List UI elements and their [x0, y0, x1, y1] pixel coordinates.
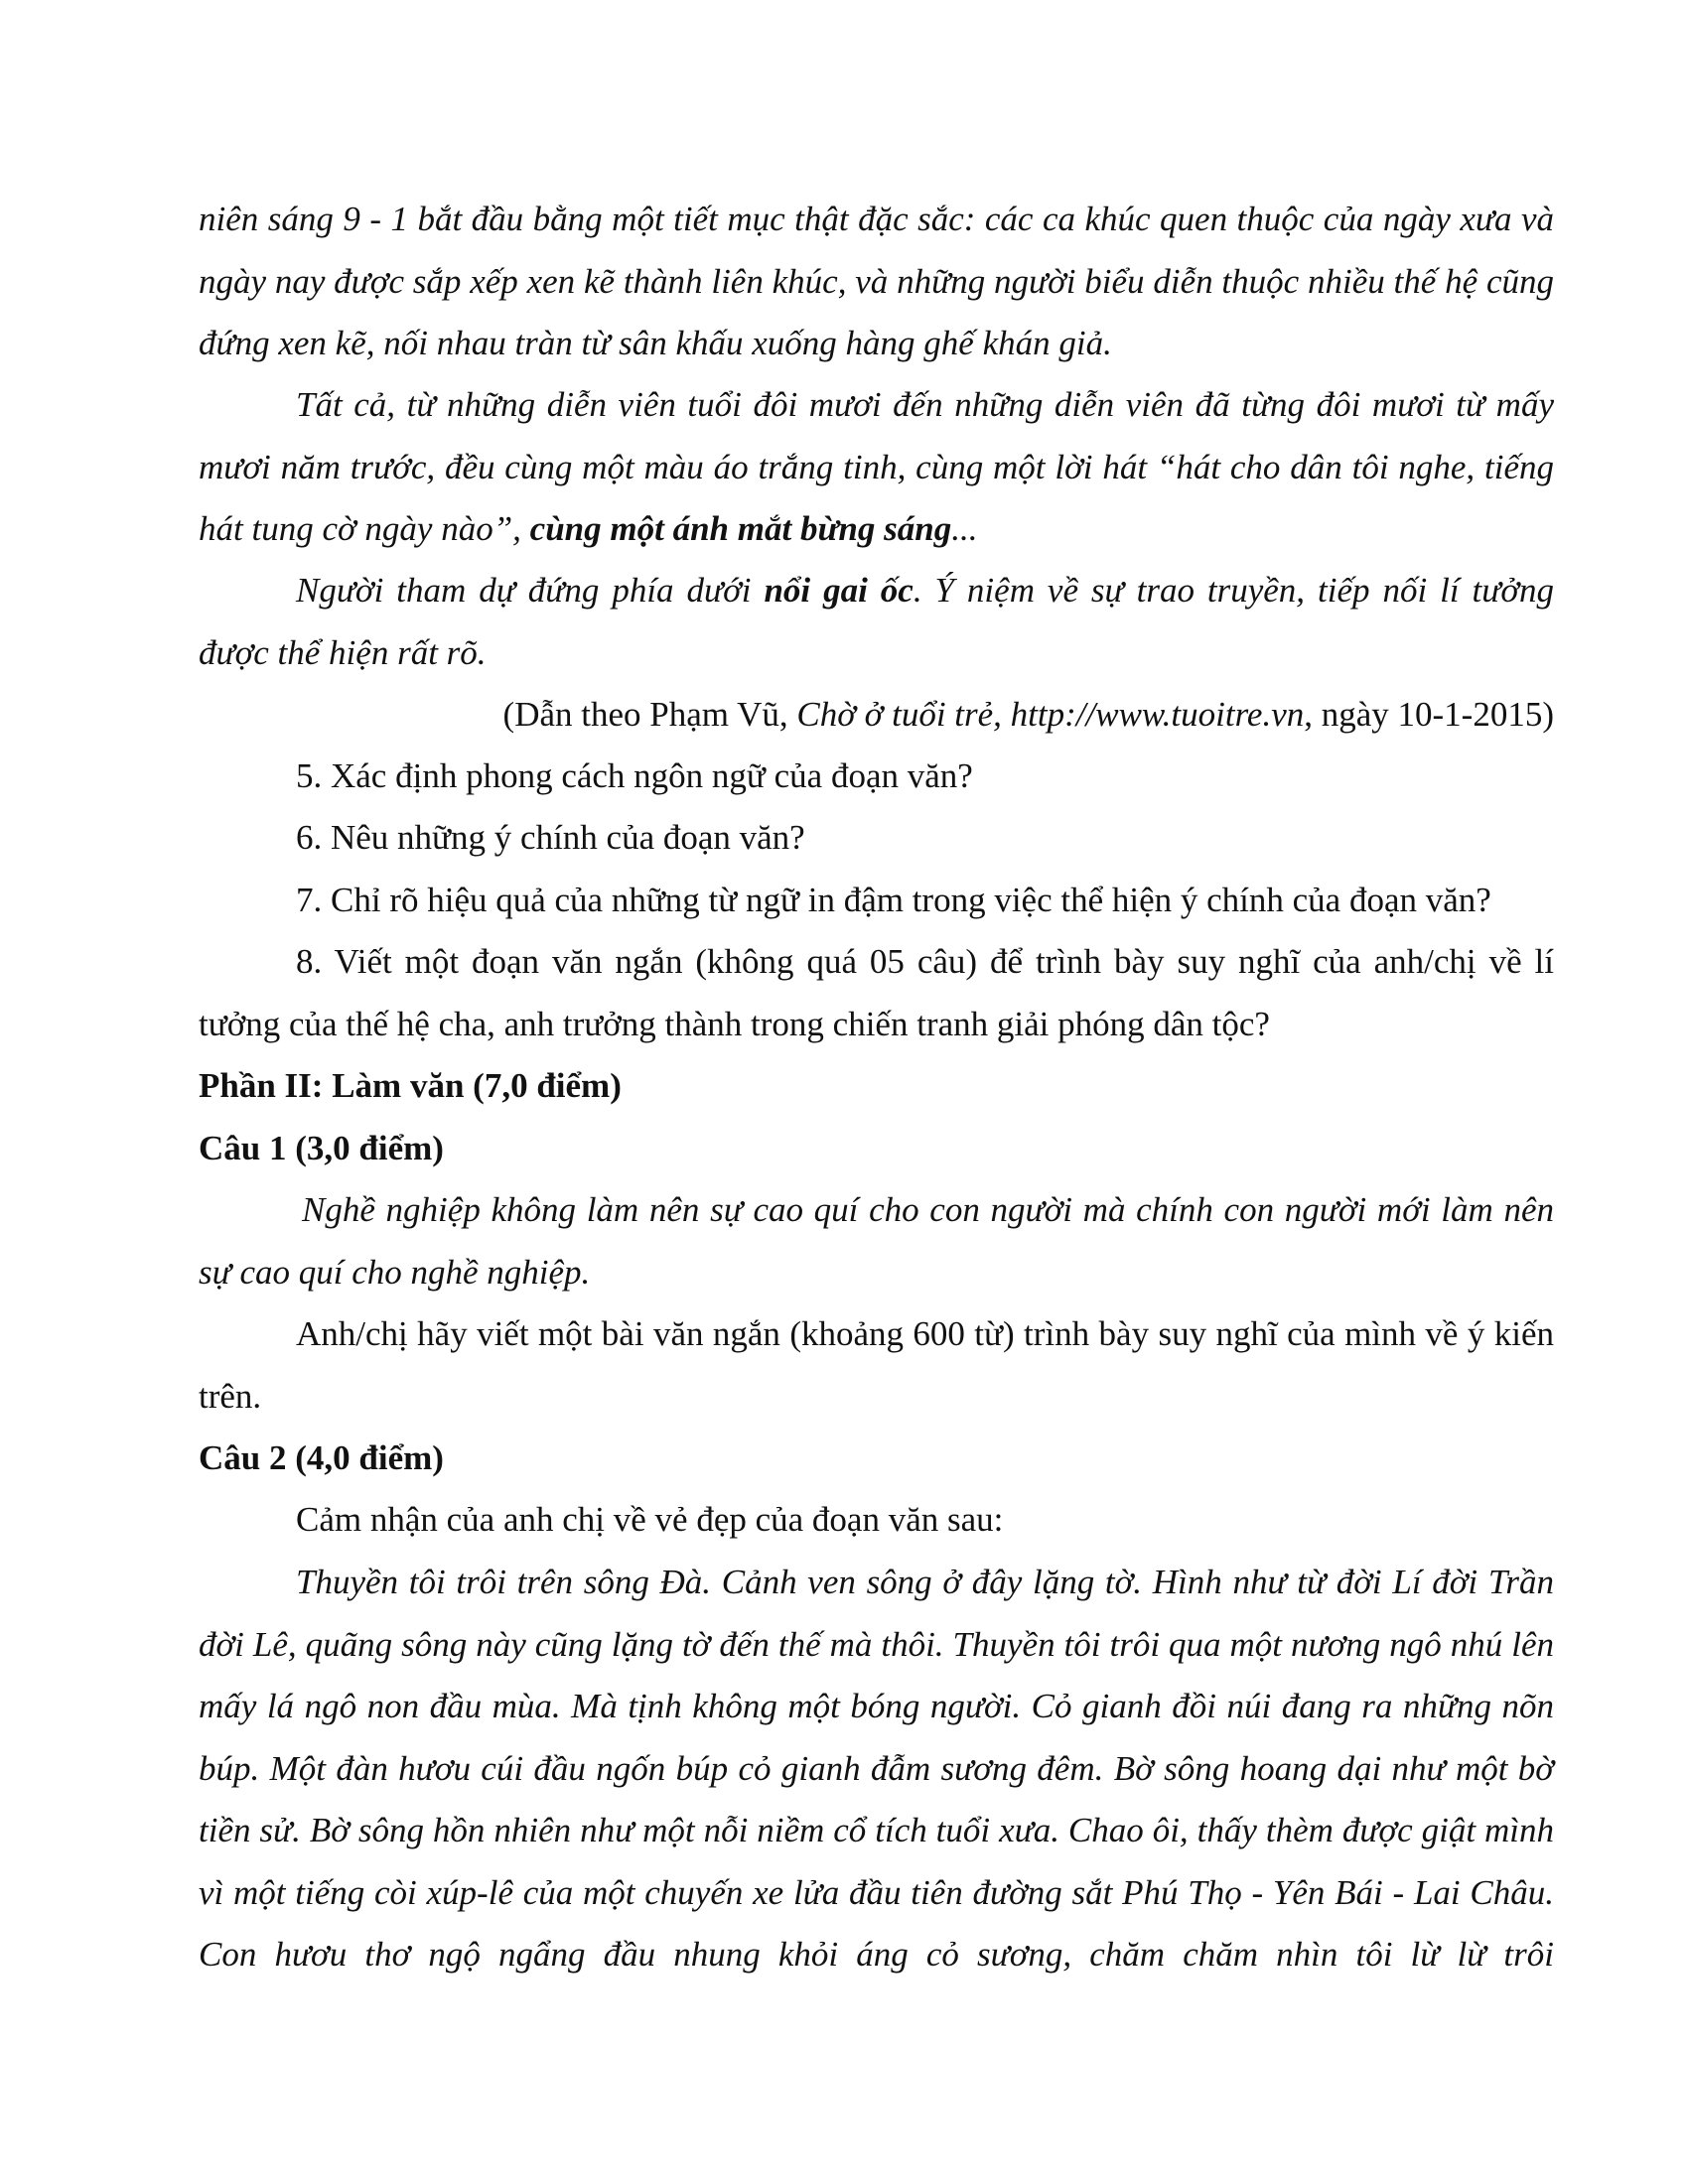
- cau-2-passage: Thuyền tôi trôi trên sông Đà. Cảnh ven sông ở đây lặng tờ. Hình như từ đời Lí đời Trần đời Lê, quãng sông này cũng lặng tờ đến thế mà thôi. Thuyền tôi trôi qua một nương ngô nhú lên mấy lá ngô non đầu mùa. Mà tịnh không một bóng người. Cỏ gianh đồi núi đang ra những nõn búp. Một đàn hươu cúi đầu ngốn búp cỏ gianh đẫm sương đêm. Bờ sông hoang dại như một bờ tiền sử. Bờ sông hồn nhiên như một nỗi niềm cổ tích tuổi xưa. Chao ôi, thấy thèm được giật mình vì một tiếng còi xúp-lê của một chuyến xe lửa đầu tiên đường sắt Phú Thọ - Yên Bái - Lai Châu. Con hươu thơ ngộ ngẩng đầu nhung khỏi áng cỏ sương, chăm chăm nhìn tôi lừ lừ trôi: [199, 1563, 1554, 1974]
- cau-1-heading: Câu 1 (3,0 điểm): [199, 1129, 444, 1167]
- cau-1-quote: Nghề nghiệp không làm nên sự cao quí cho con người mà chính con người mới làm nên sự cao quí cho nghề nghiệp.: [199, 1190, 1554, 1292]
- question-8: 8. Viết một đoạn văn ngắn (không quá 05 câu) để trình bày suy nghĩ của anh/chị về lí tưởng của thế hệ cha, anh trưởng thành trong chiến tranh giải phóng dân tộc?: [199, 942, 1554, 1043]
- part-2-heading: Phần II: Làm văn (7,0 điểm): [199, 1066, 622, 1105]
- citation-title: Chờ ở tuổi trẻ, http://www.tuoitre.vn: [796, 695, 1305, 734]
- paragraph-performers: [199, 374, 1554, 561]
- source-citation: [199, 684, 1554, 747]
- cau-1-task: Anh/chị hãy viết một bài văn ngắn (khoảng 600 từ) trình bày suy nghĩ của mình về ý kiến trên.: [199, 1314, 1554, 1416]
- paragraph-audience-post: . Ý niệm về sự trao truyền, tiếp nối lí tưởng được thể hiện rất rõ.: [199, 571, 1555, 672]
- ellipsis: ...: [951, 509, 978, 548]
- citation-pre: (Dẫn theo Phạm Vũ,: [502, 695, 797, 734]
- paragraph-audience: [199, 560, 1554, 684]
- paragraph-continuation: niên sáng 9 - 1 bắt đầu bằng một tiết mục thật đặc sắc: các ca khúc quen thuộc của ngày xưa và ngày nay được sắp xếp xen kẽ thành liên khúc, và những người biểu diễn thuộc nhiều thế hệ cũng đứng xen kẽ, nối nhau tràn từ sân khấu xuống hàng ghế khán giả.: [199, 200, 1554, 362]
- bold-phrase-bright-eyes: cùng một ánh mắt bừng sáng: [529, 509, 952, 548]
- bold-phrase-goosebumps: nổi gai ốc: [764, 571, 914, 610]
- paragraph-audience-pre: Người tham dự đứng phía dưới: [296, 571, 765, 610]
- question-7: 7. Chỉ rõ hiệu quả của những từ ngữ in đậm trong việc thể hiện ý chính của đoạn văn?: [296, 881, 1491, 919]
- question-5: 5. Xác định phong cách ngôn ngữ của đoạn văn?: [296, 756, 973, 795]
- question-6: 6. Nêu những ý chính của đoạn văn?: [296, 818, 805, 857]
- paragraph-performers-text: Tất cả, từ những diễn viên tuổi đôi mươi đến những diễn viên đã từng đôi mươi từ mấy mươi năm trước, đều cùng một màu áo trắng tinh, cùng một lời hát “hát cho dân tôi nghe, tiếng hát tung cờ ngày nào”,: [199, 385, 1554, 548]
- cau-2-task: Cảm nhận của anh chị về vẻ đẹp của đoạn văn sau:: [296, 1500, 1004, 1539]
- citation-post: , ngày 10-1-2015): [1304, 695, 1554, 734]
- cau-2-heading: Câu 2 (4,0 điểm): [199, 1438, 444, 1477]
